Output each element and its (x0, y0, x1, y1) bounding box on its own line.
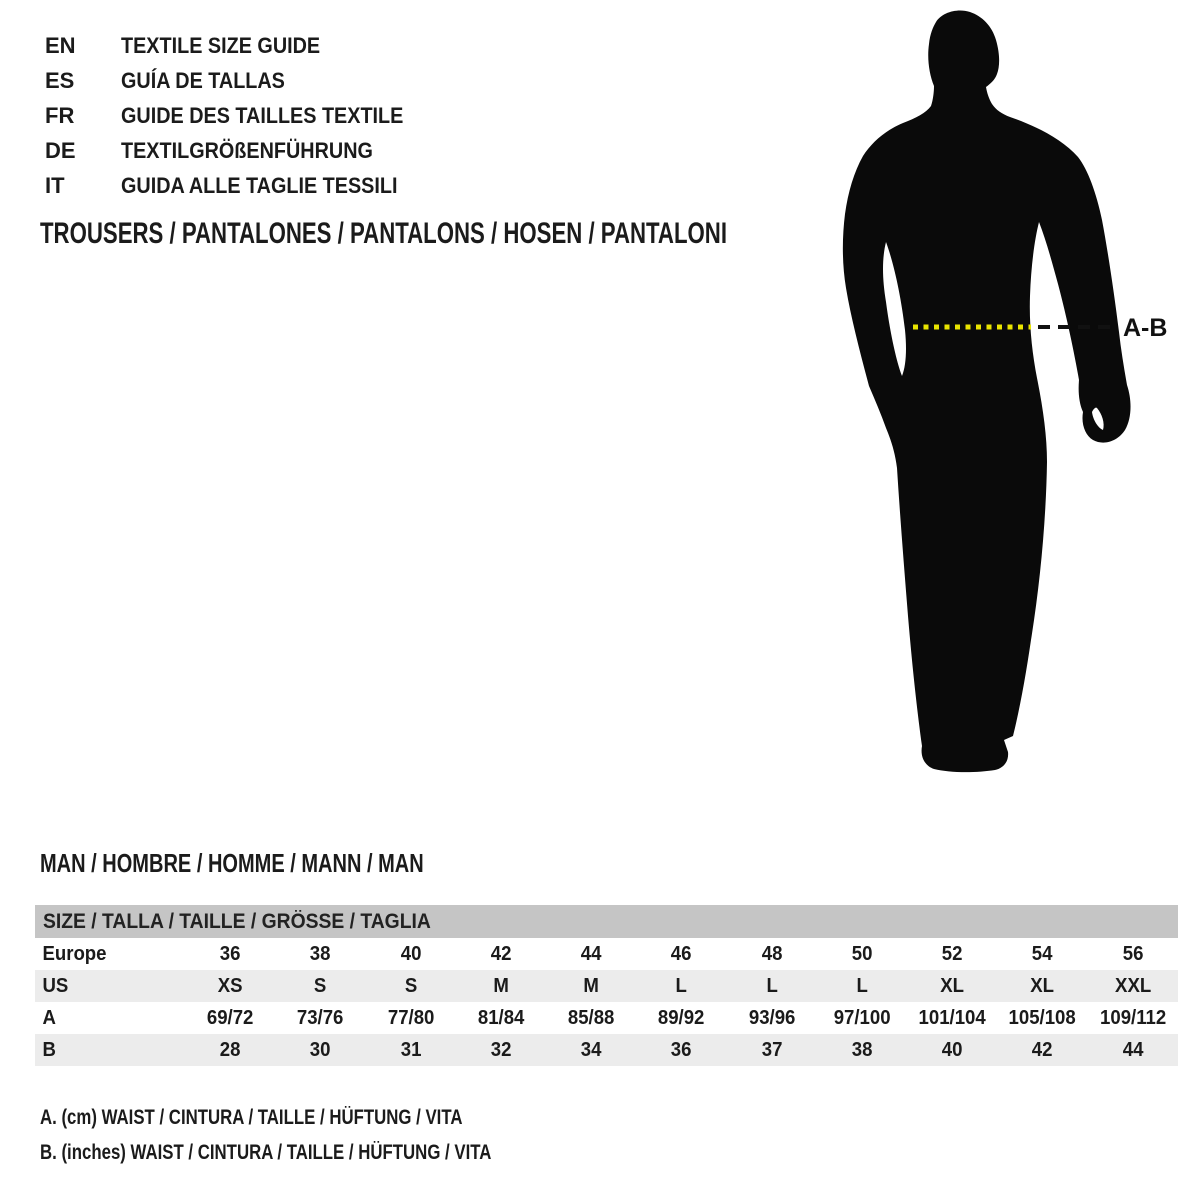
size-value-cell: 40 (400, 943, 422, 965)
size-value-cell: XL (1030, 975, 1055, 997)
size-value-cell: 38 (310, 943, 331, 965)
size-value-cell: 40 (941, 1039, 963, 1061)
size-value-cell: S (314, 975, 327, 997)
size-value-cell: 54 (1032, 943, 1053, 965)
size-value-cell: 101/104 (918, 1007, 986, 1029)
size-value-cell: 42 (1032, 1039, 1053, 1061)
size-value-cell: 44 (1122, 1039, 1144, 1061)
size-value-cell: 46 (671, 943, 692, 965)
size-table-header-label: SIZE / TALLA / TAILLE / GRÖSSE / TAGLIA (43, 910, 431, 933)
language-code: EN (45, 33, 76, 58)
size-value-cell: 89/92 (658, 1007, 705, 1029)
size-value-cell: 32 (490, 1039, 512, 1061)
guide-title-en: TEXTILE SIZE GUIDE (121, 33, 321, 58)
section-heading-man: MAN / HOMBRE / HOMME / MANN / MAN (40, 848, 424, 878)
size-value-cell: XXL (1114, 975, 1151, 997)
garment-heading: TROUSERS / PANTALONES / PANTALONS / HOSEN / PANTALONI (40, 217, 727, 250)
footnote-a-cm: A. (cm) WAIST / CINTURA / TAILLE / HÜFTUNG / VITA (40, 1106, 463, 1129)
size-table-row-a (35, 1002, 1178, 1034)
size-value-cell: M (583, 975, 599, 997)
size-value-cell: 31 (400, 1039, 422, 1061)
size-table (35, 905, 1178, 1066)
size-value-cell: XL (940, 975, 965, 997)
size-value-cell: L (675, 975, 688, 997)
size-value-cell: 42 (490, 943, 512, 965)
size-value-cell: S (404, 975, 417, 997)
size-value-cell: 69/72 (206, 1007, 254, 1029)
size-value-cell: 93/96 (748, 1007, 795, 1029)
guide-title-fr: GUIDE DES TAILLES TEXTILE (121, 103, 404, 128)
size-value-cell: 73/76 (297, 1007, 344, 1029)
size-value-cell: 105/108 (1008, 1007, 1077, 1029)
measure-label-ab: A-B (1123, 314, 1168, 342)
row-label: Europe (42, 943, 107, 965)
size-value-cell: 34 (580, 1039, 602, 1061)
language-code: FR (45, 103, 75, 128)
size-value-cell: 44 (580, 943, 602, 965)
size-value-cell: 48 (761, 943, 783, 965)
guide-title-es: GUÍA DE TALLAS (121, 68, 285, 93)
guide-title-de: TEXTILGRÖßENFÜHRUNG (121, 138, 373, 163)
size-table-header (35, 905, 1178, 938)
size-value-cell: L (856, 975, 868, 997)
footnote-b-inches: B. (inches) WAIST / CINTURA / TAILLE / HÜFTUNG / VITA (40, 1141, 492, 1164)
guide-title-it: GUIDA ALLE TAGLIE TESSILI (121, 173, 398, 198)
language-code: IT (45, 173, 65, 198)
language-code: DE (45, 138, 76, 163)
size-value-cell: 37 (761, 1039, 783, 1061)
size-table-row-us (35, 970, 1178, 1002)
size-value-cell: 85/88 (567, 1007, 615, 1029)
size-value-cell: 30 (310, 1039, 331, 1061)
size-table-body (35, 938, 1178, 1066)
size-value-cell: M (493, 975, 509, 997)
size-value-cell: 81/84 (477, 1007, 525, 1029)
size-value-cell: 36 (671, 1039, 692, 1061)
size-value-cell: L (766, 975, 778, 997)
size-value-cell: 38 (851, 1039, 873, 1061)
row-label: US (42, 975, 69, 997)
row-label: A (42, 1007, 56, 1029)
size-table-row-b (35, 1034, 1178, 1066)
size-value-cell: 109/112 (1099, 1007, 1166, 1029)
size-value-cell: 56 (1122, 943, 1144, 965)
size-value-cell: XS (217, 975, 243, 997)
row-label: B (42, 1039, 56, 1061)
size-value-cell: 50 (851, 943, 873, 965)
size-value-cell: 36 (219, 943, 241, 965)
man-silhouette (843, 10, 1131, 772)
size-value-cell: 97/100 (833, 1007, 891, 1029)
language-code: ES (45, 68, 75, 93)
size-table-row-europe (35, 938, 1178, 970)
size-value-cell: 52 (941, 943, 963, 965)
size-value-cell: 28 (219, 1039, 241, 1061)
footnotes (40, 1106, 604, 1176)
size-value-cell: 77/80 (387, 1007, 434, 1029)
